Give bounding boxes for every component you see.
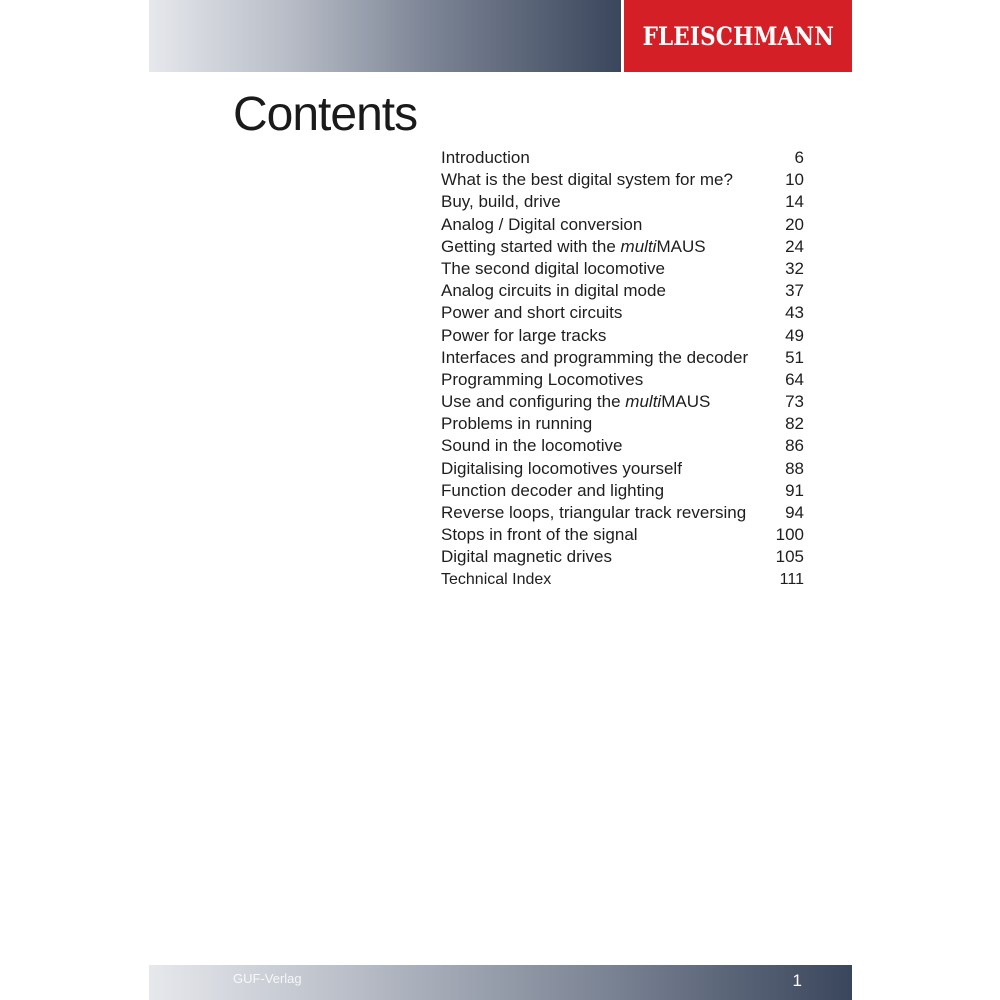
footer-gradient-band	[149, 965, 852, 1000]
toc-entry-title-text: Power and short circuits	[441, 303, 623, 323]
toc-entry-title	[441, 280, 666, 302]
toc-entry-title	[441, 258, 665, 280]
toc-entry	[441, 435, 804, 457]
toc-entry	[441, 302, 804, 324]
toc-entry-title	[441, 191, 561, 213]
toc-entry	[441, 169, 804, 191]
toc-entry	[441, 502, 804, 524]
toc-entry-page: 14	[785, 192, 804, 212]
toc-entry-page: 10	[785, 170, 804, 190]
toc-entry-page: 32	[785, 258, 804, 278]
toc-entry-title	[441, 524, 638, 546]
toc-entry-page: 86	[785, 436, 804, 456]
toc-entry-page: 91	[785, 480, 804, 500]
toc-entry-title-text: Stops in front of the signal	[441, 525, 638, 545]
toc-entry-title-text: Technical Index	[441, 570, 552, 588]
toc-entry-page: 105	[775, 547, 804, 567]
toc-entry	[441, 214, 804, 236]
page-title: Contents	[233, 88, 418, 141]
toc-entry-page: 6	[794, 148, 804, 167]
toc-entry-title-text: Programming Locomotives	[441, 369, 644, 389]
page-number: 1	[792, 971, 802, 990]
toc-entry-title-suffix: MAUS	[661, 392, 711, 412]
toc-entry	[441, 480, 804, 502]
toc-entry-title	[441, 546, 612, 568]
toc-entry	[441, 413, 804, 435]
toc-entry-title-text: Analog / Digital conversion	[441, 214, 643, 234]
toc-entry-title	[441, 369, 643, 391]
toc-entry-title-text: Use and configuring the	[441, 392, 626, 412]
toc-entry-page: 100	[775, 525, 804, 545]
toc-entry-page: 49	[785, 325, 804, 345]
toc-entry-title	[441, 169, 733, 191]
toc-entry-title	[441, 391, 710, 413]
toc-entry	[441, 191, 804, 213]
toc-entry	[441, 546, 804, 568]
toc-entry-title	[441, 435, 622, 457]
toc-entry	[441, 369, 804, 391]
toc-entry-title-text: Function decoder and lighting	[441, 480, 665, 500]
toc-entry	[441, 325, 804, 347]
toc-entry-title	[441, 569, 551, 591]
toc-entry-page: 111	[779, 570, 804, 588]
toc-entry-title	[441, 502, 746, 524]
toc-entry	[441, 569, 804, 591]
toc-entry-title-suffix: MAUS	[656, 236, 706, 256]
toc-entry	[441, 236, 804, 258]
toc-entry-title-italic: multi	[620, 236, 657, 256]
toc-entry-page: 64	[785, 369, 804, 389]
toc-entry	[441, 347, 804, 369]
toc-entry-title-text: What is the best digital system for me?	[441, 170, 733, 190]
toc-entry-page: 82	[785, 414, 804, 434]
header-gradient-band	[149, 0, 621, 72]
toc-entry-title-text: Buy, build, drive	[441, 192, 561, 212]
toc-entry-page: 94	[785, 503, 804, 522]
table-of-contents	[441, 147, 804, 591]
toc-entry-title	[441, 325, 606, 347]
toc-entry-page: 51	[785, 347, 804, 367]
toc-entry-title-text: Analog circuits in digital mode	[441, 281, 666, 301]
toc-entry-title	[441, 458, 682, 480]
toc-entry-title-text: Problems in running	[441, 414, 593, 434]
toc-entry-title	[441, 147, 530, 169]
toc-entry-page: 43	[785, 303, 804, 323]
toc-entry-title-text: Reverse loops, triangular track reversing	[441, 503, 747, 522]
toc-entry-title	[441, 413, 592, 435]
toc-entry-title-text: Getting started with the	[441, 236, 621, 256]
toc-entry-page: 88	[785, 458, 804, 478]
toc-entry	[441, 258, 804, 280]
toc-entry-title-text: Digital magnetic drives	[441, 547, 613, 567]
toc-entry-title-text: Interfaces and programming the decoder	[441, 347, 749, 367]
toc-entry-page: 24	[785, 236, 804, 256]
toc-entry-title-text: Sound in the locomotive	[441, 436, 623, 456]
brand-logo-text: FLEISCHMANN	[642, 21, 834, 51]
toc-entry	[441, 391, 804, 413]
toc-entry-title-text: Digitalising locomotives yourself	[441, 458, 682, 478]
publisher-name: GUF-Verlag	[233, 971, 302, 986]
toc-entry-page: 20	[785, 214, 804, 234]
toc-entry-title-text: The second digital locomotive	[441, 258, 665, 278]
toc-entry-title	[441, 347, 748, 369]
toc-entry	[441, 524, 804, 546]
toc-entry	[441, 147, 804, 169]
toc-entry-title	[441, 236, 706, 258]
toc-entry-title-italic: multi	[625, 392, 662, 412]
toc-entry-title-text: Introduction	[441, 148, 530, 167]
toc-entry-page: 73	[785, 392, 804, 412]
toc-entry-title-text: Power for large tracks	[441, 325, 607, 345]
toc-entry-title	[441, 480, 664, 502]
toc-entry	[441, 280, 804, 302]
toc-entry-page: 37	[785, 281, 804, 301]
toc-entry	[441, 458, 804, 480]
toc-entry-title	[441, 214, 642, 236]
brand-logo-box	[621, 0, 852, 72]
toc-entry-title	[441, 302, 622, 324]
